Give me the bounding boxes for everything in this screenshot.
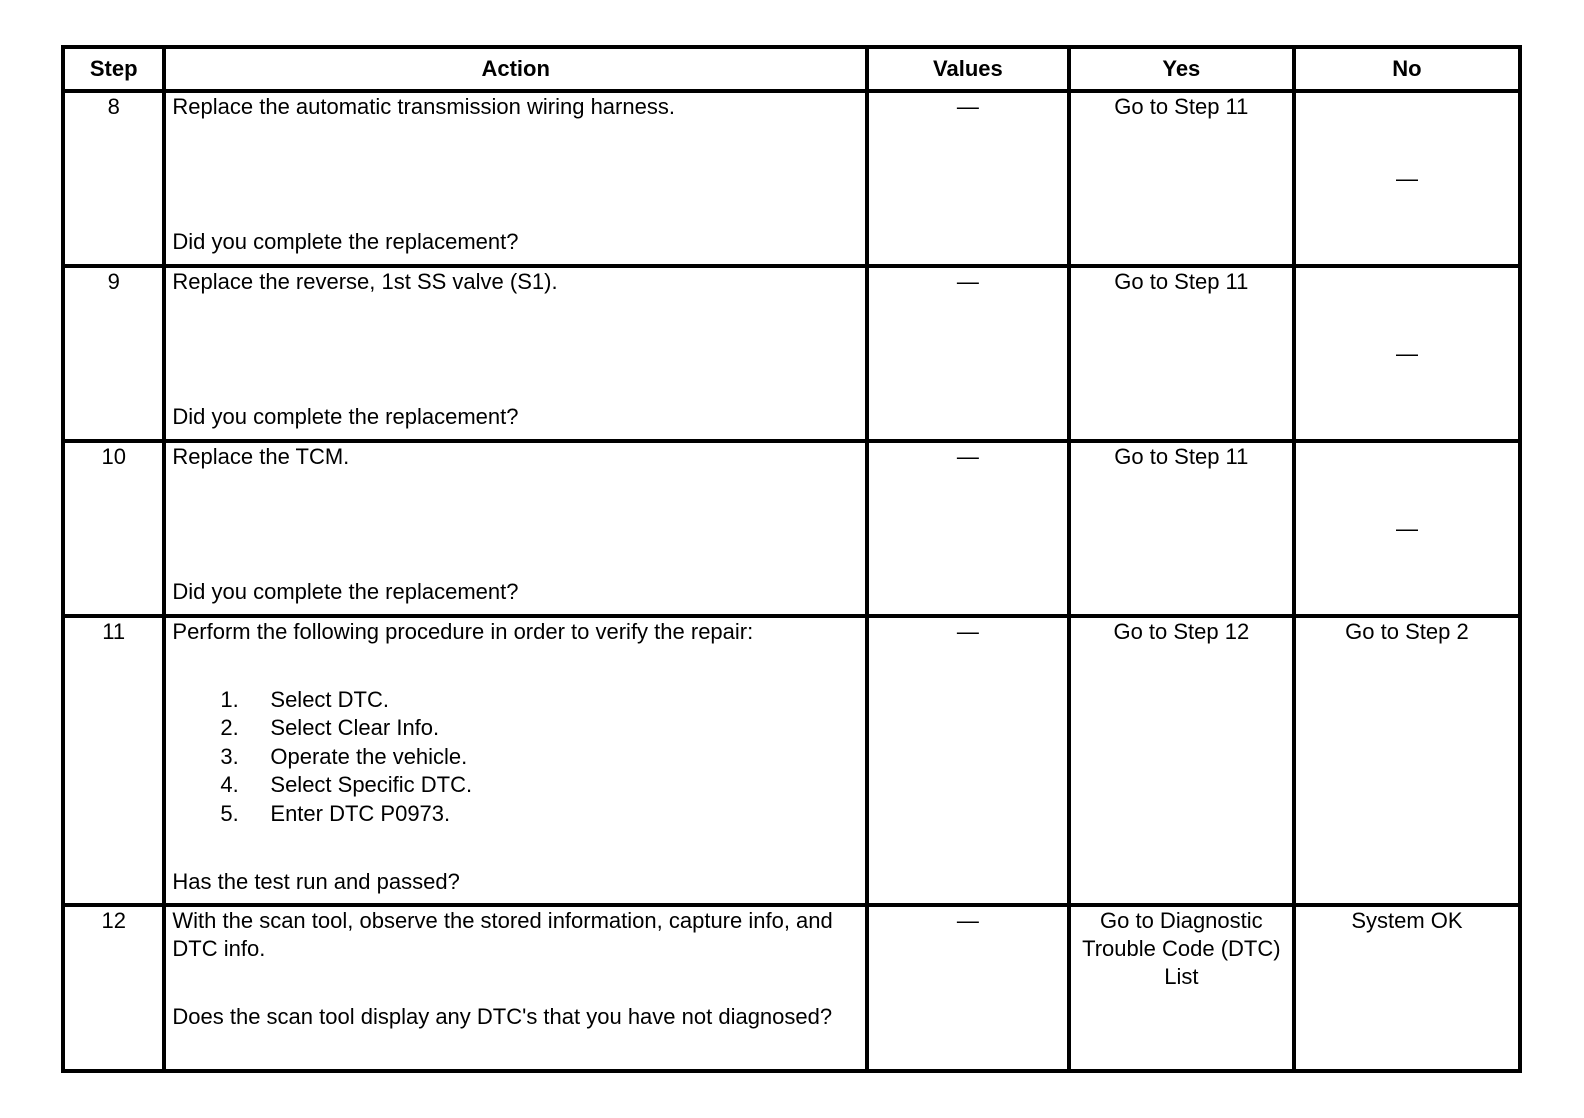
table-row [63, 91, 1520, 266]
action-cell [164, 266, 867, 441]
action-question: Did you complete the replacement? [172, 404, 519, 429]
yes-cell: Go to Step 11 [1069, 91, 1294, 266]
step-number: 9 [63, 266, 164, 441]
procedure-step: 5. Enter DTC P0973. [220, 800, 451, 826]
header-values: Values [867, 47, 1069, 91]
no-cell: Go to Step 2 [1294, 616, 1520, 905]
values-cell: — [867, 91, 1069, 266]
step-number: 12 [63, 905, 164, 1071]
header-no: No [1294, 47, 1520, 91]
action-text: Replace the reverse, 1st SS valve (S1). [172, 269, 558, 294]
action-text: Replace the automatic transmission wiring harness. [172, 94, 675, 119]
yes-cell: Go to Step 11 [1069, 266, 1294, 441]
procedure-step: 3. Operate the vehicle. [220, 743, 468, 769]
action-question: Did you complete the replacement? [172, 229, 519, 254]
no-cell: — [1294, 91, 1520, 266]
no-cell: System OK [1294, 905, 1520, 1071]
header-row [63, 47, 1520, 91]
action-text: Replace the TCM. [172, 444, 350, 469]
action-text: With the scan tool, observe the stored information, capture info, and DTC info. [172, 908, 833, 961]
action-cell [164, 91, 867, 266]
step-number: 10 [63, 441, 164, 616]
table-row [63, 266, 1520, 441]
values-cell: — [867, 441, 1069, 616]
step-number: 8 [63, 91, 164, 266]
yes-cell: Go to Step 11 [1069, 441, 1294, 616]
values-cell: — [867, 616, 1069, 905]
table-row [63, 905, 1520, 1071]
values-cell: — [867, 266, 1069, 441]
procedure-list [172, 686, 859, 829]
no-cell: — [1294, 441, 1520, 616]
table-row [63, 441, 1520, 616]
action-cell [164, 441, 867, 616]
action-cell [164, 616, 867, 905]
header-step: Step [63, 47, 164, 91]
action-question: Did you complete the replacement? [172, 579, 519, 604]
diagnostic-table [61, 45, 1522, 1073]
action-question: Does the scan tool display any DTC's that you have not diagnosed? [172, 1004, 833, 1029]
no-cell: — [1294, 266, 1520, 441]
yes-cell: Go to Diagnostic Trouble Code (DTC) List [1069, 905, 1294, 1071]
procedure-step: 2. Select Clear Info. [220, 715, 440, 741]
table-row [63, 616, 1520, 905]
step-number: 11 [63, 616, 164, 905]
yes-cell: Go to Step 12 [1069, 616, 1294, 905]
header-action: Action [164, 47, 867, 91]
action-cell [164, 905, 867, 1071]
action-text: Perform the following procedure in order to verify the repair: [172, 619, 754, 644]
procedure-step: 1. Select DTC. [220, 686, 389, 712]
action-question: Has the test run and passed? [172, 869, 460, 894]
values-cell: — [867, 905, 1069, 1071]
procedure-step: 4. Select Specific DTC. [220, 772, 473, 798]
header-yes: Yes [1069, 47, 1294, 91]
